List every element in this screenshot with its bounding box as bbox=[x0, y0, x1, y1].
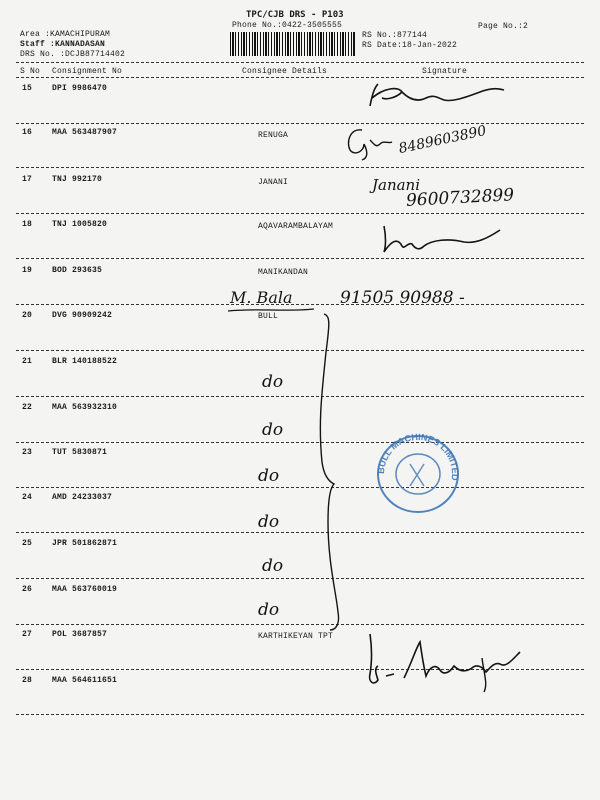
row-sno: 26 bbox=[22, 585, 33, 594]
row-sno: 17 bbox=[22, 175, 33, 184]
handwritten-name-janani: Janani bbox=[372, 176, 421, 194]
row-sno: 24 bbox=[22, 493, 33, 502]
row-divider bbox=[16, 714, 584, 715]
signature-row-15 bbox=[362, 78, 512, 118]
row-divider bbox=[16, 167, 584, 168]
col-consignment: Consignment No bbox=[52, 67, 123, 76]
col-signature: Signature bbox=[422, 67, 468, 76]
row-consignment: POL 3687857 bbox=[52, 630, 108, 639]
curly-brace-mark bbox=[300, 312, 360, 632]
row-consignment: AMD 24233037 bbox=[52, 493, 113, 502]
row-consignment: MAA 564611651 bbox=[52, 676, 118, 685]
row-consignment: DPI 9986470 bbox=[52, 84, 108, 93]
row-divider bbox=[16, 304, 584, 305]
row-consignee: KARTHIKEYAN TPT bbox=[258, 632, 334, 641]
row-sno: 22 bbox=[22, 403, 33, 412]
rs-number: RS No.:877144 bbox=[362, 31, 428, 40]
page-number: Page No.:2 bbox=[478, 22, 529, 31]
col-sno: S No bbox=[20, 67, 41, 76]
report-title: TPC/CJB DRS - P103 bbox=[246, 10, 344, 20]
row-consignment: MAA 563932310 bbox=[52, 403, 118, 412]
row-sno: 23 bbox=[22, 448, 33, 457]
row-consignment: BLR 140188522 bbox=[52, 357, 118, 366]
col-consignee: Consignee Details bbox=[242, 67, 328, 76]
row-consignment: BOD 293635 bbox=[52, 266, 103, 275]
handwritten-phone-mbala: 91505 90988 - bbox=[340, 288, 465, 308]
row-consignee: MANIKANDAN bbox=[258, 268, 309, 277]
row-consignment: TUT 5830871 bbox=[52, 448, 108, 457]
row-sno: 25 bbox=[22, 539, 33, 548]
row-consignment: TNJ 992170 bbox=[52, 175, 103, 184]
ditto-mark-row-24: do bbox=[258, 512, 280, 532]
handwritten-phone-renuga: 8489603890 bbox=[397, 122, 488, 158]
row-consignee: BULL bbox=[258, 312, 279, 321]
signature-row-27 bbox=[364, 628, 534, 698]
row-sno: 28 bbox=[22, 676, 33, 685]
staff-label: Staff :KANNADASAN bbox=[20, 40, 106, 49]
row-sno: 18 bbox=[22, 220, 33, 229]
row-consignment: DVG 90909242 bbox=[52, 311, 113, 320]
row-consignee: RENUGA bbox=[258, 131, 289, 140]
drs-number: DRS No. :DCJB87714402 bbox=[20, 50, 126, 59]
row-sno: 21 bbox=[22, 357, 33, 366]
row-sno: 15 bbox=[22, 84, 33, 93]
row-consignment: MAA 563487907 bbox=[52, 128, 118, 137]
ditto-mark-row-21: do bbox=[262, 372, 284, 392]
row-consignee: JANANI bbox=[258, 178, 289, 187]
row-divider bbox=[16, 123, 584, 124]
row-consignment: JPR 501862871 bbox=[52, 539, 118, 548]
rs-date: RS Date:18-Jan-2022 bbox=[362, 41, 458, 50]
ditto-mark-row-25: do bbox=[262, 556, 284, 576]
stamp-text: BULL MACHINES LIMITED bbox=[375, 432, 461, 481]
handwritten-phone-janani: 9600732899 bbox=[405, 185, 515, 211]
ditto-mark-row-22: do bbox=[262, 420, 284, 440]
row-consignment: MAA 563760019 bbox=[52, 585, 118, 594]
ditto-mark-row-23: do bbox=[258, 466, 280, 486]
signature-row-18 bbox=[376, 220, 506, 260]
phone-number: Phone No.:0422-3505555 bbox=[232, 21, 343, 30]
row-sno: 27 bbox=[22, 630, 33, 639]
row-divider bbox=[16, 213, 584, 214]
row-consignment: TNJ 1005820 bbox=[52, 220, 108, 229]
area-label: Area :KAMACHIPURAM bbox=[20, 30, 111, 39]
row-sno: 20 bbox=[22, 311, 33, 320]
company-stamp bbox=[372, 432, 464, 516]
handwritten-name-mbala: M. Bala bbox=[230, 288, 293, 307]
row-sno: 16 bbox=[22, 128, 33, 137]
signature-row-16 bbox=[340, 122, 400, 162]
ditto-mark-row-26: do bbox=[258, 600, 280, 620]
barcode bbox=[230, 32, 355, 56]
row-consignee: AQAVARAMBALAYAM bbox=[258, 222, 334, 231]
header-divider-top bbox=[16, 62, 584, 63]
row-sno: 19 bbox=[22, 266, 33, 275]
